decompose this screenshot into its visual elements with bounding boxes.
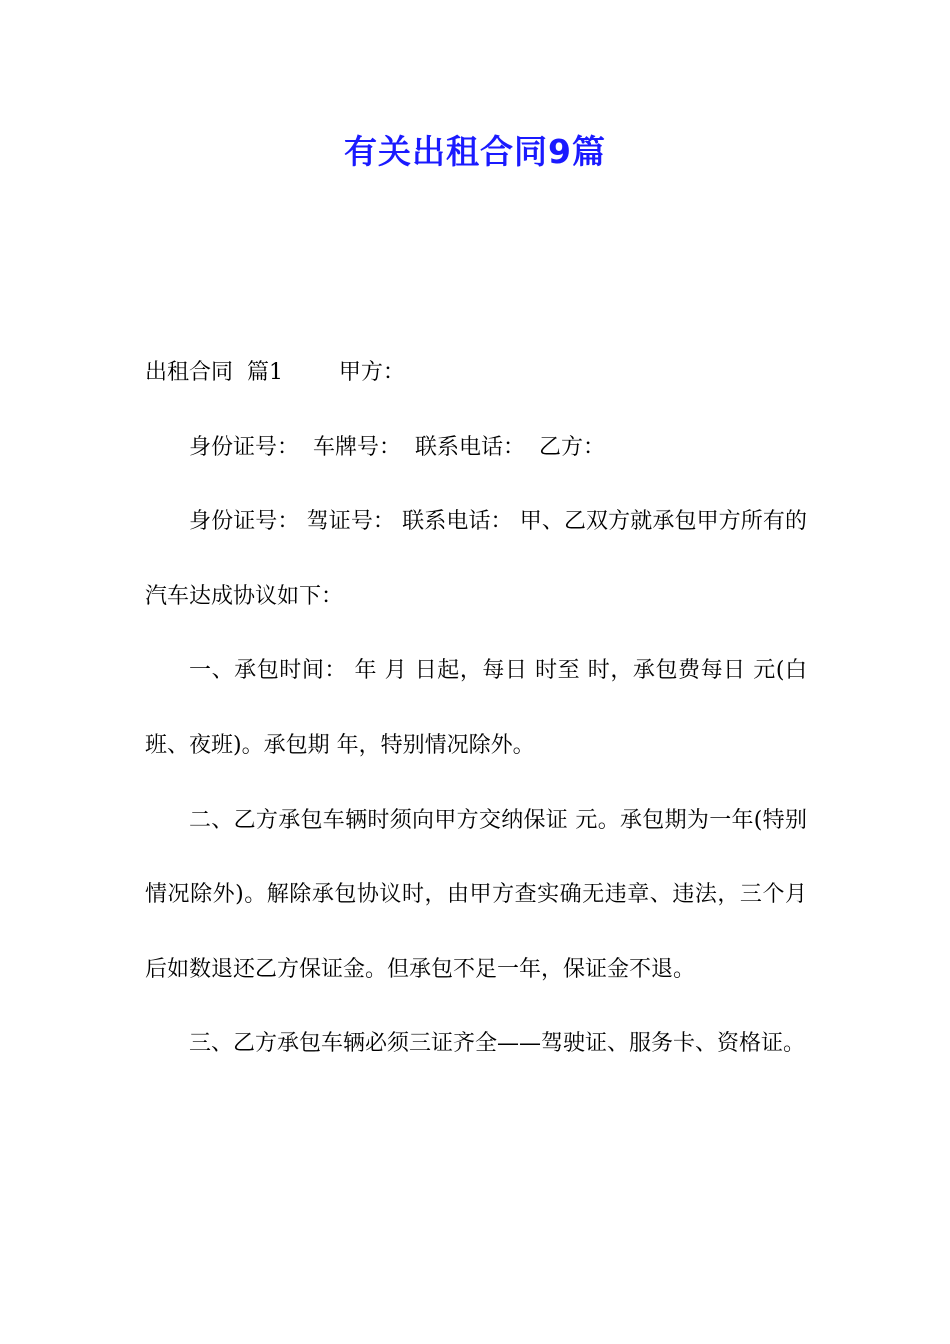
document-body bbox=[145, 336, 807, 1082]
paragraph-6: 三、乙方承包车辆必须三证齐全——驾驶证、服务卡、资格证。 bbox=[189, 1031, 806, 1057]
document-title: 有关出租合同9篇 bbox=[344, 132, 606, 171]
paragraph-4: 一、承包时间： 年 月 日起，每日 时至 时，承包费每日 元(白班、夜班)。承包期 年，特别情况除外。 bbox=[145, 658, 807, 758]
paragraph-3: 身份证号： 驾证号： 联系电话： 甲、乙双方就承包甲方所有的 汽车达成协议如下： bbox=[145, 509, 807, 609]
paragraph-2: 身份证号： 车牌号： 联系电话： 乙方： bbox=[189, 434, 605, 460]
paragraph-1: 出租合同 篇1 甲方： bbox=[145, 360, 405, 385]
paragraph-5: 二、乙方承包车辆时须向甲方交纳保证 元。承包期为一年(特别情况除外)。解除承包协议时，由甲方查实确无违章、违法，三个月后如数退还乙方保证金。但承包不足一年，保证金不退。 bbox=[145, 807, 807, 982]
